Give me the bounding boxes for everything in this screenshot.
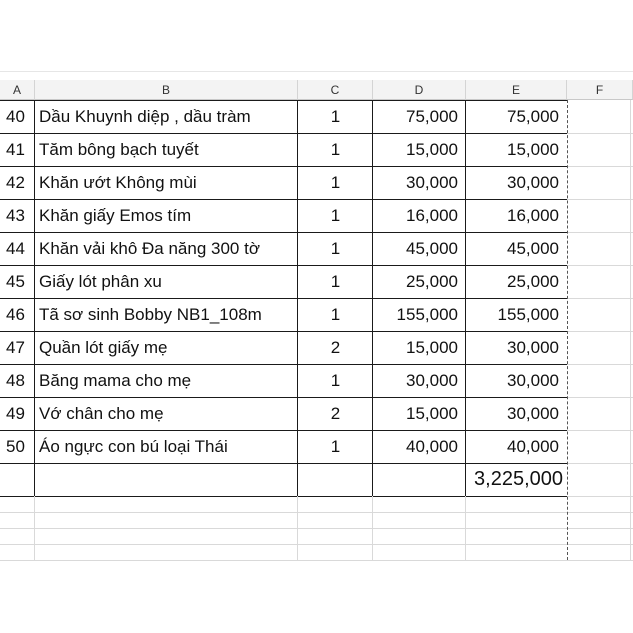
gridline (465, 496, 466, 560)
amount-cell[interactable]: 155,000 (497, 305, 559, 324)
gridline (567, 199, 633, 200)
item-name-cell[interactable]: Dầu Khuynh diệp , dầu tràm (39, 107, 251, 126)
table-border (0, 265, 567, 266)
table-border (0, 199, 567, 200)
row-number[interactable]: 41 (6, 140, 25, 159)
row-number[interactable]: 50 (6, 437, 25, 456)
table-border (0, 133, 567, 134)
column-header-a[interactable]: A (0, 80, 35, 100)
gridline (567, 265, 633, 266)
column-header-f[interactable]: F (567, 80, 633, 100)
table-border (0, 100, 567, 101)
amount-cell[interactable]: 40,000 (507, 437, 559, 456)
quantity-cell[interactable]: 1 (330, 437, 341, 456)
amount-cell[interactable]: 30,000 (507, 173, 559, 192)
row-number[interactable]: 40 (6, 107, 25, 126)
table-border (0, 496, 567, 497)
row-number[interactable]: 42 (6, 173, 25, 192)
table-border (0, 232, 567, 233)
header-top-divider (0, 71, 633, 72)
price-cell[interactable]: 30,000 (406, 173, 458, 192)
price-cell[interactable]: 15,000 (406, 404, 458, 423)
amount-cell[interactable]: 16,000 (507, 206, 559, 225)
price-cell[interactable]: 45,000 (406, 239, 458, 258)
quantity-cell[interactable]: 2 (330, 338, 341, 357)
column-header-b[interactable]: B (35, 80, 298, 100)
gridline (0, 512, 633, 513)
price-cell[interactable]: 16,000 (406, 206, 458, 225)
row-number[interactable]: 48 (6, 371, 25, 390)
quantity-cell[interactable]: 2 (330, 404, 341, 423)
table-border (0, 364, 567, 365)
table-border (0, 430, 567, 431)
gridline (567, 496, 633, 497)
column-header-e[interactable]: E (466, 80, 567, 100)
amount-cell[interactable]: 30,000 (507, 404, 559, 423)
table-border (297, 100, 298, 496)
amount-cell[interactable]: 25,000 (507, 272, 559, 291)
grand-total-cell[interactable]: 3,225,000 (474, 468, 563, 490)
table-border (0, 463, 567, 464)
row-number[interactable]: 44 (6, 239, 25, 258)
gridline (297, 496, 298, 560)
table-border (465, 100, 466, 496)
gridline (567, 397, 633, 398)
amount-cell[interactable]: 30,000 (507, 371, 559, 390)
quantity-cell[interactable]: 1 (330, 371, 341, 390)
column-header-d[interactable]: D (373, 80, 466, 100)
quantity-cell[interactable]: 1 (330, 305, 341, 324)
item-name-cell[interactable]: Tăm bông bạch tuyết (39, 140, 199, 159)
gridline (567, 298, 633, 299)
table-border (0, 166, 567, 167)
table-border (34, 100, 35, 496)
quantity-cell[interactable]: 1 (330, 206, 341, 225)
gridline (567, 331, 633, 332)
gridline (0, 544, 633, 545)
item-name-cell[interactable]: Tã sơ sinh Bobby NB1_108m (39, 305, 262, 324)
quantity-cell[interactable]: 1 (330, 107, 341, 126)
row-number[interactable]: 46 (6, 305, 25, 324)
gridline (0, 560, 633, 561)
gridline (567, 232, 633, 233)
row-number[interactable]: 49 (6, 404, 25, 423)
quantity-cell[interactable]: 1 (330, 173, 341, 192)
gridline (567, 430, 633, 431)
price-cell[interactable]: 15,000 (406, 338, 458, 357)
price-cell[interactable]: 15,000 (406, 140, 458, 159)
gridline (567, 166, 633, 167)
amount-cell[interactable]: 15,000 (507, 140, 559, 159)
gridline (567, 133, 633, 134)
column-header-c[interactable]: C (298, 80, 373, 100)
price-cell[interactable]: 75,000 (406, 107, 458, 126)
quantity-cell[interactable]: 1 (330, 239, 341, 258)
item-name-cell[interactable]: Quần lót giấy mẹ (39, 338, 168, 357)
gridline (372, 496, 373, 560)
item-name-cell[interactable]: Giấy lót phân xu (39, 272, 162, 291)
price-cell[interactable]: 30,000 (406, 371, 458, 390)
gridline (567, 463, 633, 464)
quantity-cell[interactable]: 1 (330, 140, 341, 159)
page-break-line (567, 100, 568, 560)
row-number[interactable]: 45 (6, 272, 25, 291)
item-name-cell[interactable]: Áo ngực con bú loại Thái (39, 437, 228, 456)
amount-cell[interactable]: 30,000 (507, 338, 559, 357)
row-number[interactable]: 43 (6, 206, 25, 225)
item-name-cell[interactable]: Khăn ướt Không mùi (39, 173, 197, 192)
item-name-cell[interactable]: Vớ chân cho mẹ (39, 404, 164, 423)
price-cell[interactable]: 25,000 (406, 272, 458, 291)
item-name-cell[interactable]: Băng mama cho mẹ (39, 371, 192, 390)
price-cell[interactable]: 155,000 (396, 305, 458, 324)
table-border (0, 397, 567, 398)
gridline (34, 496, 35, 560)
table-border (372, 100, 373, 496)
table-border (0, 331, 567, 332)
item-name-cell[interactable]: Khăn giấy Emos tím (39, 206, 192, 225)
price-cell[interactable]: 40,000 (406, 437, 458, 456)
quantity-cell[interactable]: 1 (330, 272, 341, 291)
gridline (567, 364, 633, 365)
table-border (0, 298, 567, 299)
amount-cell[interactable]: 75,000 (507, 107, 559, 126)
gridline (630, 100, 631, 560)
row-number[interactable]: 47 (6, 338, 25, 357)
gridline (0, 528, 633, 529)
item-name-cell[interactable]: Khăn vải khô Đa năng 300 tờ (39, 239, 260, 258)
amount-cell[interactable]: 45,000 (507, 239, 559, 258)
